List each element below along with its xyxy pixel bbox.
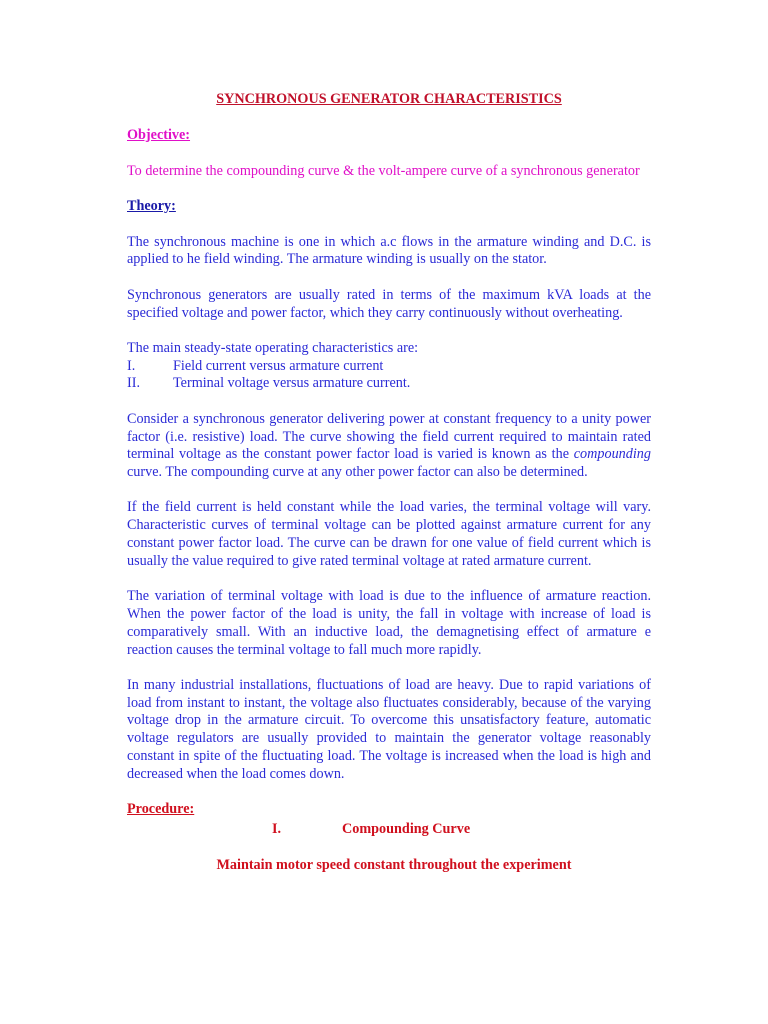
compounding-emphasis: compounding <box>573 446 651 463</box>
list-item-number: II. <box>127 375 140 392</box>
procedure-section-label: Compounding Curve <box>342 820 471 837</box>
theory-paragraph-1: The synchronous machine is one in which a.c flows in the armature winding and D.C. is applied to he field winding. The armature winding is usually on the stator. <box>127 233 651 268</box>
theory-paragraph-2: Synchronous generators are usually rated in terms of the maximum kVA loads at the specified voltage and power factor, which they carry continuously without overheating. <box>127 286 651 321</box>
characteristics-list <box>127 340 651 393</box>
list-item-text: Field current versus armature current <box>173 357 384 374</box>
objective-heading: Objective: <box>127 126 191 143</box>
list-item <box>127 358 651 376</box>
theory-paragraph-4: If the field current is held constant while the load varies, the terminal voltage will vary. Characteristic curves of terminal voltage can be plotted against armature current for any constant power factor load. The curve can be drawn for one value of field current which is usually the value required to give rated terminal voltage at rated armature current. <box>127 499 651 569</box>
theory-paragraph-3 <box>127 411 651 482</box>
document-title: SYNCHRONOUS GENERATOR CHARACTERISTICS <box>216 91 562 107</box>
objective-text: To determine the compounding curve & the volt-ampere curve of a synchronous generator <box>127 162 640 179</box>
list-item-number: I. <box>127 357 136 374</box>
theory-paragraph-5: The variation of terminal voltage with load is due to the influence of armature reaction. When the power factor of the load is unity, the fall in voltage with increase of load is comparatively small. With an inductive load, the demagnetising effect of armature e reaction causes the terminal voltage to fall much more rapidly. <box>127 588 651 658</box>
procedure-note: Maintain motor speed constant throughout the experiment <box>216 856 572 873</box>
theory-paragraph-3-part-b: curve. The compounding curve at any other power factor can also be determined. <box>127 464 588 481</box>
theory-heading: Theory: <box>127 197 176 214</box>
characteristics-list-intro: The main steady-state operating characteristics are: <box>127 339 419 356</box>
procedure-section-title <box>127 821 651 839</box>
theory-paragraph-6: In many industrial installations, fluctuations of load are heavy. Due to rapid variations of load from instant to instant, the voltage also fluctuates considerably, because of the varying voltage drop in the armature circuit. To overcome this unsatisfactory feature, automatic voltage regulators are usually provided to maintain the generator voltage reasonably constant in spite of the fluctuating load. The voltage is increased when the load is high and decreased when the load comes down. <box>127 676 651 782</box>
list-item <box>127 375 651 393</box>
procedure-section-number: I. <box>272 820 282 837</box>
procedure-heading: Procedure: <box>127 801 195 818</box>
theory-paragraph-3-part-a: Consider a synchronous generator delivering power at constant frequency to a unity power factor (i.e. resistive) load. The curve showing the field current required to maintain rated terminal voltage as the constant power factor load is varied is known as the <box>127 410 651 463</box>
list-item-text: Terminal voltage versus armature current. <box>173 375 411 392</box>
